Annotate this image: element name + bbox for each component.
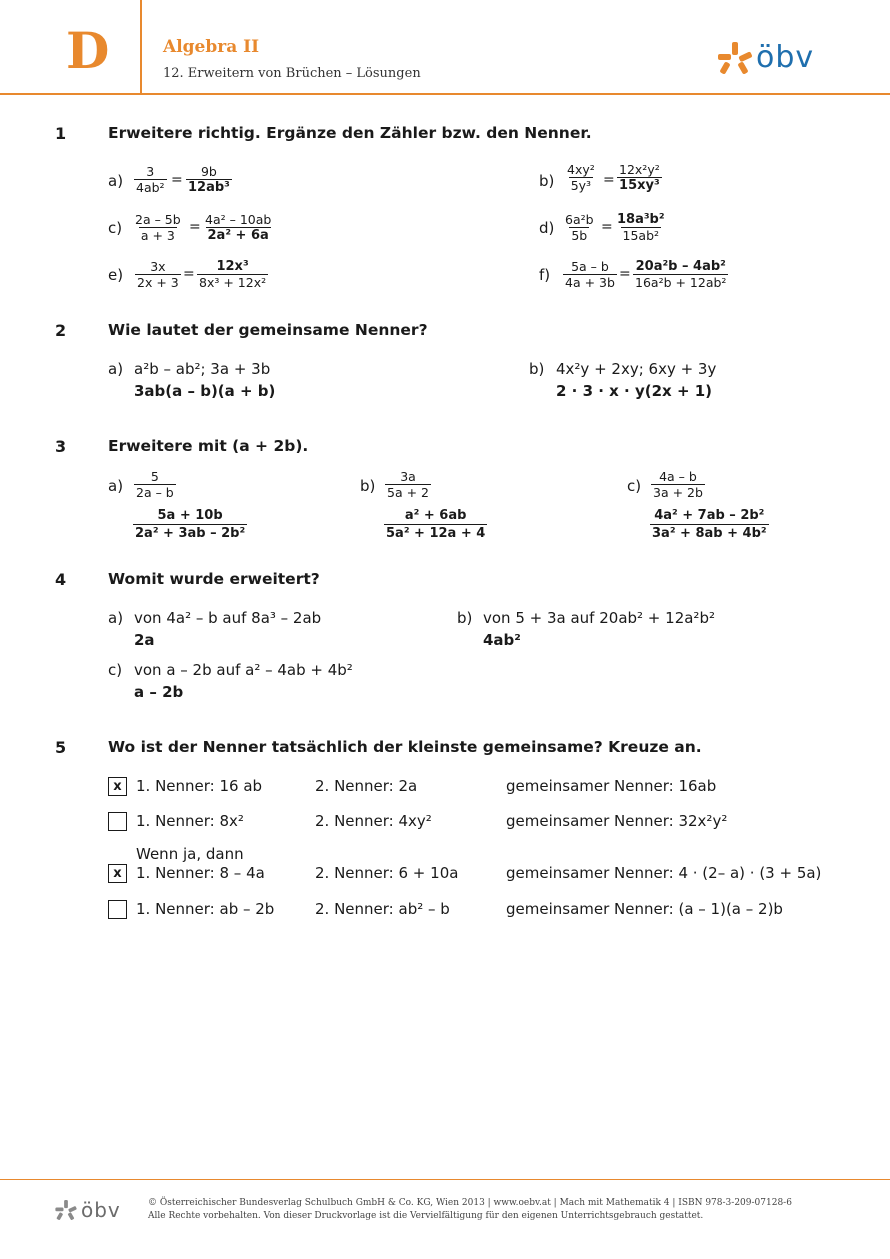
checkbox-empty[interactable] [108,900,127,919]
item-label: d) [539,219,555,237]
task-number: 4 [55,570,67,589]
answer: a – 2b [134,683,184,701]
logo-wordmark: öbv [81,1198,121,1222]
item-label: a) [108,477,124,495]
header-rule [0,93,890,95]
denominator: 8x³ + 12x² [199,275,267,290]
answer: 4ab² [483,631,521,649]
denominator: 5b [571,228,588,243]
denominator: 2x + 3 [137,275,179,290]
checkbox-checked[interactable]: x [108,864,127,883]
numerator-answer: 18a³b² [617,212,665,227]
fraction-extended [615,212,667,243]
numerator-answer: 5a + 10b [157,508,223,523]
copyright-line: © Österreichischer Bundesverlag Schulbuch GmbH & Co. KG, Wien 2013 | www.oebv.at | Mach mit Mathematik 4 | ISBN 978-3-209-07128-6 [148,1198,792,1208]
item-label: f) [539,266,551,284]
denominator-answer: 2a² + 6a [207,228,269,243]
task-number: 3 [55,437,67,456]
fraction-given [563,259,617,290]
fraction-extended [186,164,232,195]
denominator: 4a + 3b [565,275,615,290]
section-letter: D [66,21,110,80]
task-title: Erweitere richtig. Ergänze den Zähler bzw. den Nenner. [108,124,592,142]
task-number: 5 [55,738,67,757]
numerator: 4a² – 10ab [205,212,272,227]
numerator: 5a – b [571,259,609,274]
item-label: c) [627,477,642,495]
star-logo-icon [718,42,752,74]
fraction-extended [197,259,268,290]
item-label: b) [360,477,376,495]
equals-sign: = [619,266,631,282]
equals-sign: = [189,219,201,235]
task-title: Wie lautet der gemeinsame Nenner? [108,321,428,339]
fraction-given [134,164,167,195]
publisher-logo [718,40,814,75]
equals-sign: = [183,266,195,282]
denominator-answer: 3a² + 8ab + 4b² [652,526,767,541]
logo-wordmark: öbv [756,40,815,75]
task-expression: 4x²y + 2xy; 6xy + 3y [556,360,717,378]
numerator: 3x [150,259,166,274]
numerator: 3a [400,469,416,484]
common-denominator: gemeinsamer Nenner: 32x²y² [506,812,728,830]
fraction-extended [633,259,728,290]
second-denominator: 2. Nenner: 6 + 10a [315,864,459,882]
task-expression: von 5 + 3a auf 20ab² + 12a²b² [483,609,715,627]
numerator: 9b [200,164,217,179]
first-denominator: 1. Nenner: ab – 2b [136,900,275,918]
equals-sign: = [603,172,615,188]
second-denominator: 2. Nenner: ab² – b [315,900,450,918]
answer: 2 · 3 · x · y(2x + 1) [556,382,713,400]
fraction-extended [203,212,273,243]
denominator: 15ab² [622,228,660,243]
numerator: 5 [150,469,159,484]
numerator-answer: 20a²b – 4ab² [635,259,726,274]
header-divider [140,0,142,94]
denominator: 2a – b [136,485,174,500]
item-label: a) [108,609,124,627]
denominator: 5a + 2 [387,485,429,500]
fraction-given [651,469,705,500]
denominator: a + 3 [140,228,175,243]
fraction-given [385,469,431,500]
item-label: b) [539,172,555,190]
footer-logo [55,1198,121,1222]
task-expression: a²b – ab²; 3a + 3b [134,360,271,378]
page-subtitle: 12. Erweitern von Brüchen – Lösungen [163,66,421,81]
denominator-answer: 2a² + 3ab – 2b² [135,526,246,541]
fraction-answer [650,507,769,542]
checkbox-empty[interactable] [108,812,127,831]
numerator: 2a – 5b [135,212,181,227]
fraction-given [565,162,597,193]
checkbox-checked[interactable]: x [108,777,127,796]
common-denominator: gemeinsamer Nenner: (a – 1)(a – 2)b [506,900,783,918]
denominator: 3a + 2b [653,485,703,500]
denominator-answer: 5a² + 12a + 4 [386,526,486,541]
rights-line: Alle Rechte vorbehalten. Von dieser Druckvorlage ist die Vervielfältigung für den eigenen Unterrichtsgebrauch gestattet. [148,1211,704,1221]
note-text: Wenn ja, dann [136,845,244,863]
numerator: 3 [146,164,155,179]
star-logo-icon [55,1200,77,1220]
first-denominator: 1. Nenner: 16 ab [136,777,263,795]
common-denominator: gemeinsamer Nenner: 4 · (2– a) · (3 + 5a) [506,864,822,882]
fraction-given [135,259,181,290]
first-denominator: 1. Nenner: 8x² [136,812,244,830]
item-label: a) [108,360,124,378]
item-label: b) [457,609,473,627]
item-label: c) [108,661,123,679]
task-expression: von 4a² – b auf 8a³ – 2ab [134,609,322,627]
denominator-answer: 12ab³ [188,180,230,195]
denominator: 4ab² [136,180,165,195]
numerator: 4xy² [567,162,595,177]
task-number: 2 [55,321,67,340]
task-number: 1 [55,124,67,143]
second-denominator: 2. Nenner: 2a [315,777,418,795]
first-denominator: 1. Nenner: 8 – 4a [136,864,265,882]
numerator: 6a²b [565,212,594,227]
footer-rule [0,1179,890,1180]
fraction-answer [133,507,247,542]
fraction-given [134,469,176,500]
numerator-answer: a² + 6ab [404,508,467,523]
numerator: 12x²y² [619,162,660,177]
task-title: Erweitere mit (a + 2b). [108,437,309,455]
item-label: c) [108,219,123,237]
task-title: Wo ist der Nenner tatsächlich der kleinste gemeinsame? Kreuze an. [108,738,702,756]
numerator-answer: 4a² + 7ab – 2b² [654,508,765,523]
answer: 3ab(a – b)(a + b) [134,382,276,400]
task-expression: von a – 2b auf a² – 4ab + 4b² [134,661,353,679]
answer: 2a [134,631,155,649]
numerator: 4a – b [659,469,697,484]
common-denominator: gemeinsamer Nenner: 16ab [506,777,717,795]
fraction-answer [384,507,487,542]
second-denominator: 2. Nenner: 4xy² [315,812,432,830]
denominator-answer: 15xy³ [619,178,660,193]
denominator: 5y³ [570,178,592,193]
equals-sign: = [601,219,613,235]
equals-sign: = [171,172,183,188]
fraction-given [563,212,596,243]
numerator-answer: 12x³ [216,259,249,274]
denominator: 16a²b + 12ab² [635,275,727,290]
item-label: a) [108,172,124,190]
item-label: e) [108,266,124,284]
page-title: Algebra II [163,37,260,57]
fraction-extended [617,162,662,193]
task-title: Womit wurde erweitert? [108,570,320,588]
item-label: b) [529,360,545,378]
fraction-given [133,212,183,243]
